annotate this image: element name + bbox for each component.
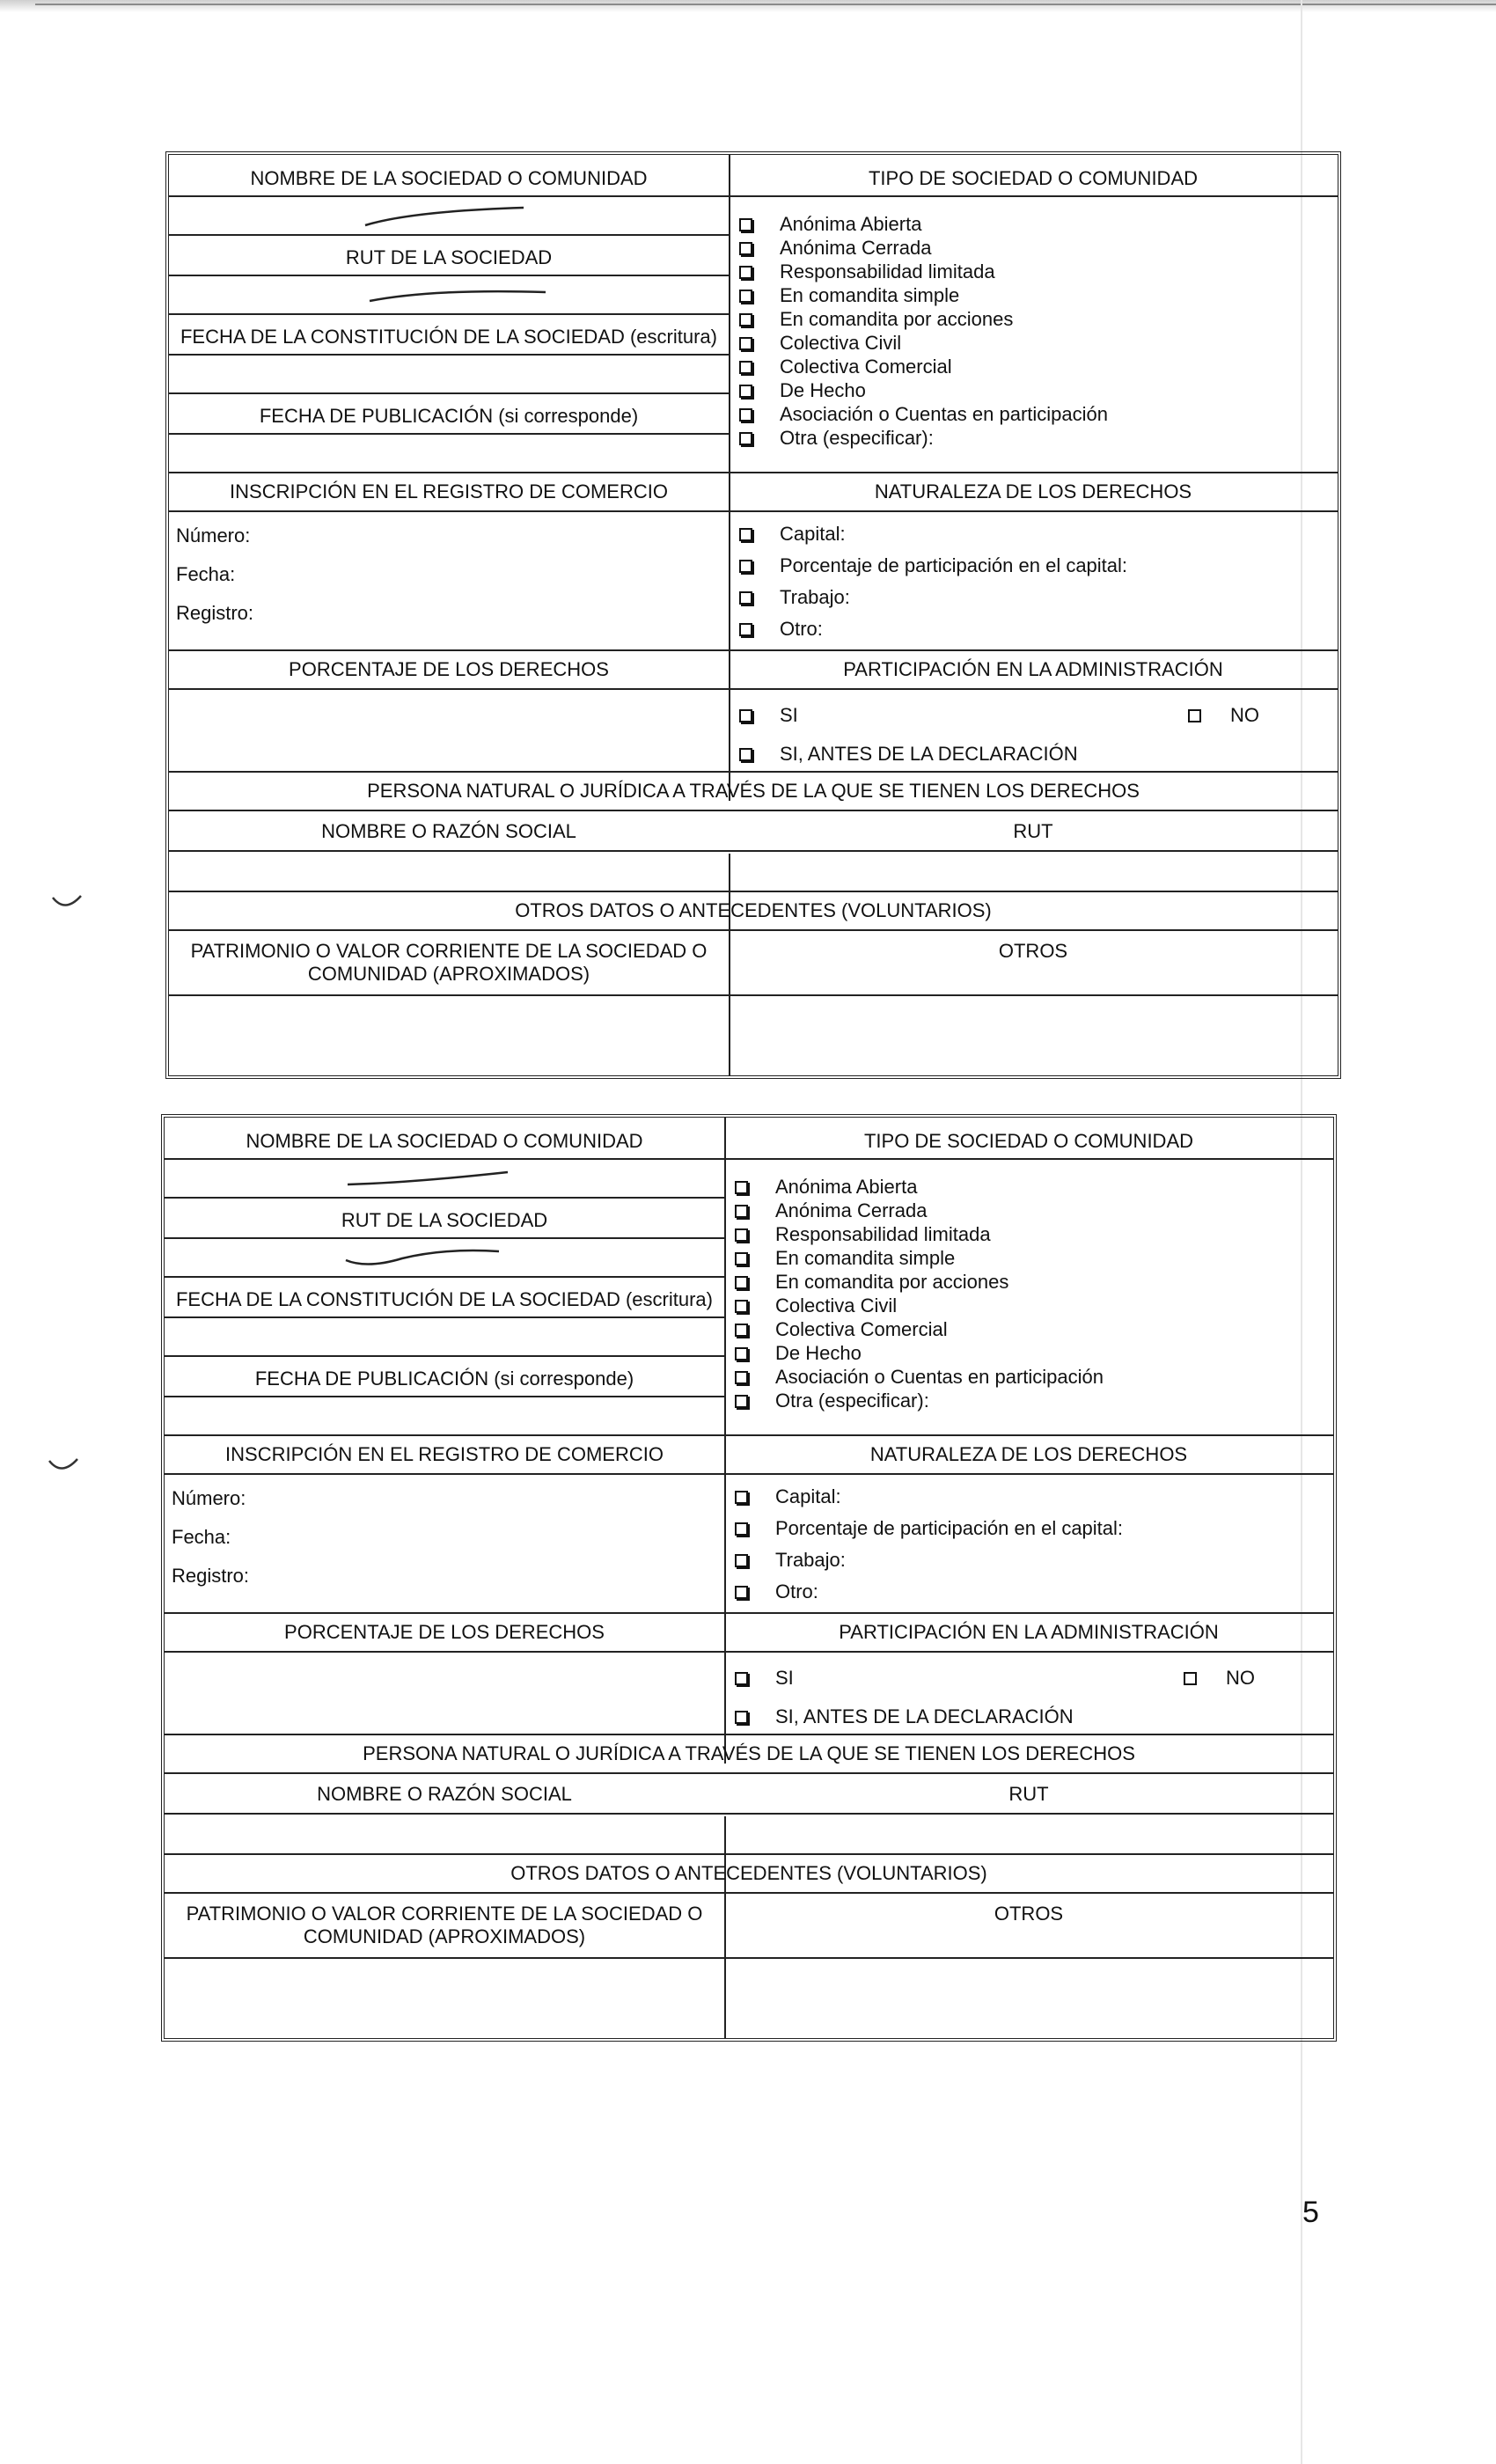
row-line <box>165 1276 724 1278</box>
tipo-sociedad-header: TIPO DE SOCIEDAD O COMUNIDAD <box>868 167 1199 189</box>
persona-header: PERSONA NATURAL O JURÍDICA A TRAVÉS DE LA QUE SE TIENEN LOS DERECHOS <box>363 1742 1135 1764</box>
row-line <box>169 929 1338 931</box>
option-label: En comandita simple <box>780 284 960 306</box>
column-divider <box>724 1118 726 1764</box>
option-label: Asociación o Cuentas en participación <box>780 403 1109 425</box>
option-label: NO <box>1226 1667 1255 1689</box>
porcentaje-header: PORCENTAJE DE LOS DERECHOS <box>284 1621 605 1643</box>
option-label: Anónima Abierta <box>780 213 922 235</box>
row-line <box>165 1957 1333 1959</box>
checkbox[interactable] <box>735 1586 748 1599</box>
option-label: Capital: <box>780 523 846 545</box>
fecha-constitucion-label: FECHA DE LA CONSTITUCIÓN DE LA SOCIEDAD (escritura) <box>180 326 717 348</box>
inscripcion-fecha-label: Fecha: <box>172 1526 231 1548</box>
option-label: SI, ANTES DE LA DECLARACIÓN <box>775 1705 1074 1727</box>
patrimonio-label: PATRIMONIO O VALOR CORRIENTE DE LA SOCIEDAD O COMUNIDAD (APROXIMADOS) <box>186 1903 703 1947</box>
column-divider <box>724 1816 726 2038</box>
row-line <box>165 1473 1333 1475</box>
inscripcion-numero-label: Número: <box>176 524 251 546</box>
checkbox[interactable] <box>735 1300 748 1313</box>
row-line <box>169 433 729 435</box>
inscripcion-registro-label: Registro: <box>172 1565 250 1587</box>
option-label: Capital: <box>775 1485 841 1507</box>
participacion-header: PARTICIPACIÓN EN LA ADMINISTRACIÓN <box>839 1621 1219 1643</box>
option-label: SI, ANTES DE LA DECLARACIÓN <box>780 743 1078 765</box>
checkbox[interactable] <box>739 591 752 605</box>
option-label: SI <box>775 1667 794 1689</box>
otros-datos-header: OTROS DATOS O ANTECEDENTES (VOLUNTARIOS) <box>515 899 992 921</box>
option-label: Responsabilidad limitada <box>780 260 995 282</box>
row-line <box>169 234 729 236</box>
nombre-razon-social-label: NOMBRE O RAZÓN SOCIAL <box>317 1783 572 1805</box>
option-label: Anónima Cerrada <box>775 1199 928 1221</box>
row-line <box>165 1316 724 1318</box>
nombre-sociedad-header: NOMBRE DE LA SOCIEDAD O COMUNIDAD <box>246 1130 643 1152</box>
otros-label: OTROS <box>998 940 1068 962</box>
page-number: 5 <box>1302 2196 1319 2229</box>
option-label: Asociación o Cuentas en participación <box>775 1366 1104 1388</box>
option-label: SI <box>780 704 798 726</box>
option-label: Colectiva Civil <box>780 332 902 354</box>
punch-hole-mark <box>46 1454 81 1480</box>
nombre-razon-social-label: NOMBRE O RAZÓN SOCIAL <box>321 820 576 842</box>
option-label: Colectiva Comercial <box>775 1318 948 1340</box>
checkbox[interactable] <box>739 385 752 398</box>
handwritten-stroke <box>341 1163 517 1193</box>
otros-label: OTROS <box>994 1903 1064 1925</box>
checkbox[interactable] <box>739 528 752 541</box>
checkbox[interactable] <box>1188 709 1201 722</box>
checkbox[interactable] <box>739 337 752 350</box>
checkbox[interactable] <box>735 1252 748 1265</box>
row-line <box>165 1434 1333 1436</box>
handwritten-stroke <box>363 282 556 308</box>
row-line <box>165 1197 724 1199</box>
row-line <box>169 195 729 197</box>
row-line <box>165 1651 1333 1653</box>
checkbox[interactable] <box>735 1205 748 1218</box>
row-line <box>165 1158 724 1160</box>
scan-edge-shadow <box>0 0 1496 12</box>
row-line <box>165 1612 1333 1614</box>
checkbox[interactable] <box>739 623 752 636</box>
option-label: Porcentaje de participación en el capital: <box>780 554 1128 576</box>
nombre-sociedad-header: NOMBRE DE LA SOCIEDAD O COMUNIDAD <box>250 167 648 189</box>
porcentaje-header: PORCENTAJE DE LOS DERECHOS <box>289 658 609 680</box>
checkbox[interactable] <box>735 1347 748 1360</box>
row-line <box>165 1772 1333 1774</box>
fecha-publicacion-label: FECHA DE PUBLICACIÓN (si corresponde) <box>259 405 639 427</box>
option-label: Anónima Cerrada <box>780 237 932 259</box>
checkbox[interactable] <box>739 361 752 374</box>
row-line <box>169 313 729 315</box>
tipo-sociedad-header: TIPO DE SOCIEDAD O COMUNIDAD <box>863 1130 1194 1152</box>
row-line <box>169 472 1338 473</box>
checkbox[interactable] <box>739 748 752 761</box>
checkbox[interactable] <box>735 1371 748 1384</box>
checkbox[interactable] <box>735 1491 748 1504</box>
checkbox[interactable] <box>735 1554 748 1567</box>
row-line <box>165 1813 1333 1815</box>
rut-column-label: RUT <box>1013 820 1053 842</box>
option-label: De Hecho <box>780 379 866 401</box>
sociedad-form-1 <box>165 151 1341 1079</box>
option-label: En comandita por acciones <box>775 1271 1009 1293</box>
checkbox[interactable] <box>735 1711 748 1724</box>
checkbox[interactable] <box>739 709 752 722</box>
handwritten-stroke <box>341 1241 508 1272</box>
checkbox[interactable] <box>739 218 752 231</box>
checkbox[interactable] <box>739 560 752 573</box>
option-label: En comandita por acciones <box>780 308 1014 330</box>
fecha-publicacion-label: FECHA DE PUBLICACIÓN (si corresponde) <box>254 1368 634 1390</box>
row-line <box>169 994 1338 996</box>
row-line <box>169 771 1338 773</box>
option-label: Otro: <box>775 1580 818 1602</box>
option-label: Trabajo: <box>775 1549 846 1571</box>
option-label: Otro: <box>780 618 823 640</box>
row-line <box>169 392 729 394</box>
row-line <box>165 1734 1333 1735</box>
row-line <box>169 850 1338 852</box>
checkbox[interactable] <box>735 1276 748 1289</box>
rut-sociedad-label: RUT DE LA SOCIEDAD <box>345 246 553 268</box>
rut-column-label: RUT <box>1008 1783 1049 1805</box>
option-label: Responsabilidad limitada <box>775 1223 991 1245</box>
option-label: Porcentaje de participación en el capital: <box>775 1517 1124 1539</box>
sociedad-form-2 <box>161 1114 1337 2042</box>
option-label: Trabajo: <box>780 586 850 608</box>
checkbox[interactable] <box>735 1181 748 1194</box>
row-line <box>169 810 1338 811</box>
naturaleza-header: NATURALEZA DE LOS DERECHOS <box>869 1443 1188 1465</box>
inscripcion-header: INSCRIPCIÓN EN EL REGISTRO DE COMERCIO <box>230 480 668 502</box>
row-line <box>169 688 1338 690</box>
option-label: Otra (especificar): <box>780 427 934 449</box>
row-line <box>724 1158 1333 1160</box>
checkbox[interactable] <box>1184 1672 1197 1685</box>
punch-hole-mark <box>49 891 84 917</box>
row-line <box>169 510 1338 512</box>
row-line <box>165 1355 724 1357</box>
checkbox[interactable] <box>735 1324 748 1337</box>
option-label: Colectiva Civil <box>775 1294 898 1316</box>
row-line <box>165 1892 1333 1894</box>
checkbox[interactable] <box>735 1228 748 1242</box>
scan-edge-line <box>35 4 1496 5</box>
checkbox[interactable] <box>735 1672 748 1685</box>
row-line <box>169 275 729 276</box>
handwritten-stroke <box>358 201 534 231</box>
patrimonio-label: PATRIMONIO O VALOR CORRIENTE DE LA SOCIEDAD O COMUNIDAD (APROXIMADOS) <box>190 940 708 985</box>
checkbox[interactable] <box>739 242 752 255</box>
option-label: Otra (especificar): <box>775 1390 929 1412</box>
rut-sociedad-label: RUT DE LA SOCIEDAD <box>341 1209 548 1231</box>
inscripcion-header: INSCRIPCIÓN EN EL REGISTRO DE COMERCIO <box>225 1443 664 1465</box>
participacion-header: PARTICIPACIÓN EN LA ADMINISTRACIÓN <box>843 658 1223 680</box>
checkbox[interactable] <box>735 1522 748 1536</box>
row-line <box>165 1237 724 1239</box>
otros-datos-header: OTROS DATOS O ANTECEDENTES (VOLUNTARIOS) <box>510 1862 987 1884</box>
option-label: En comandita simple <box>775 1247 956 1269</box>
option-label: Anónima Abierta <box>775 1176 918 1198</box>
checkbox[interactable] <box>739 266 752 279</box>
checkbox[interactable] <box>739 313 752 326</box>
row-line <box>169 354 729 356</box>
row-line <box>729 195 1338 197</box>
inscripcion-fecha-label: Fecha: <box>176 563 236 585</box>
option-label: Colectiva Comercial <box>780 356 952 378</box>
inscripcion-registro-label: Registro: <box>176 602 254 624</box>
row-line <box>165 1396 724 1397</box>
column-divider <box>729 155 730 801</box>
checkbox[interactable] <box>739 408 752 422</box>
column-divider <box>729 854 730 1075</box>
row-line <box>169 649 1338 651</box>
row-line <box>165 1853 1333 1855</box>
option-label: De Hecho <box>775 1342 862 1364</box>
naturaleza-header: NATURALEZA DE LOS DERECHOS <box>874 480 1192 502</box>
checkbox[interactable] <box>739 432 752 445</box>
inscripcion-numero-label: Número: <box>172 1487 246 1509</box>
option-label: NO <box>1230 704 1259 726</box>
checkbox[interactable] <box>739 290 752 303</box>
fecha-constitucion-label: FECHA DE LA CONSTITUCIÓN DE LA SOCIEDAD (escritura) <box>175 1288 713 1310</box>
persona-header: PERSONA NATURAL O JURÍDICA A TRAVÉS DE LA QUE SE TIENEN LOS DERECHOS <box>367 780 1140 802</box>
row-line <box>169 891 1338 892</box>
checkbox[interactable] <box>735 1395 748 1408</box>
